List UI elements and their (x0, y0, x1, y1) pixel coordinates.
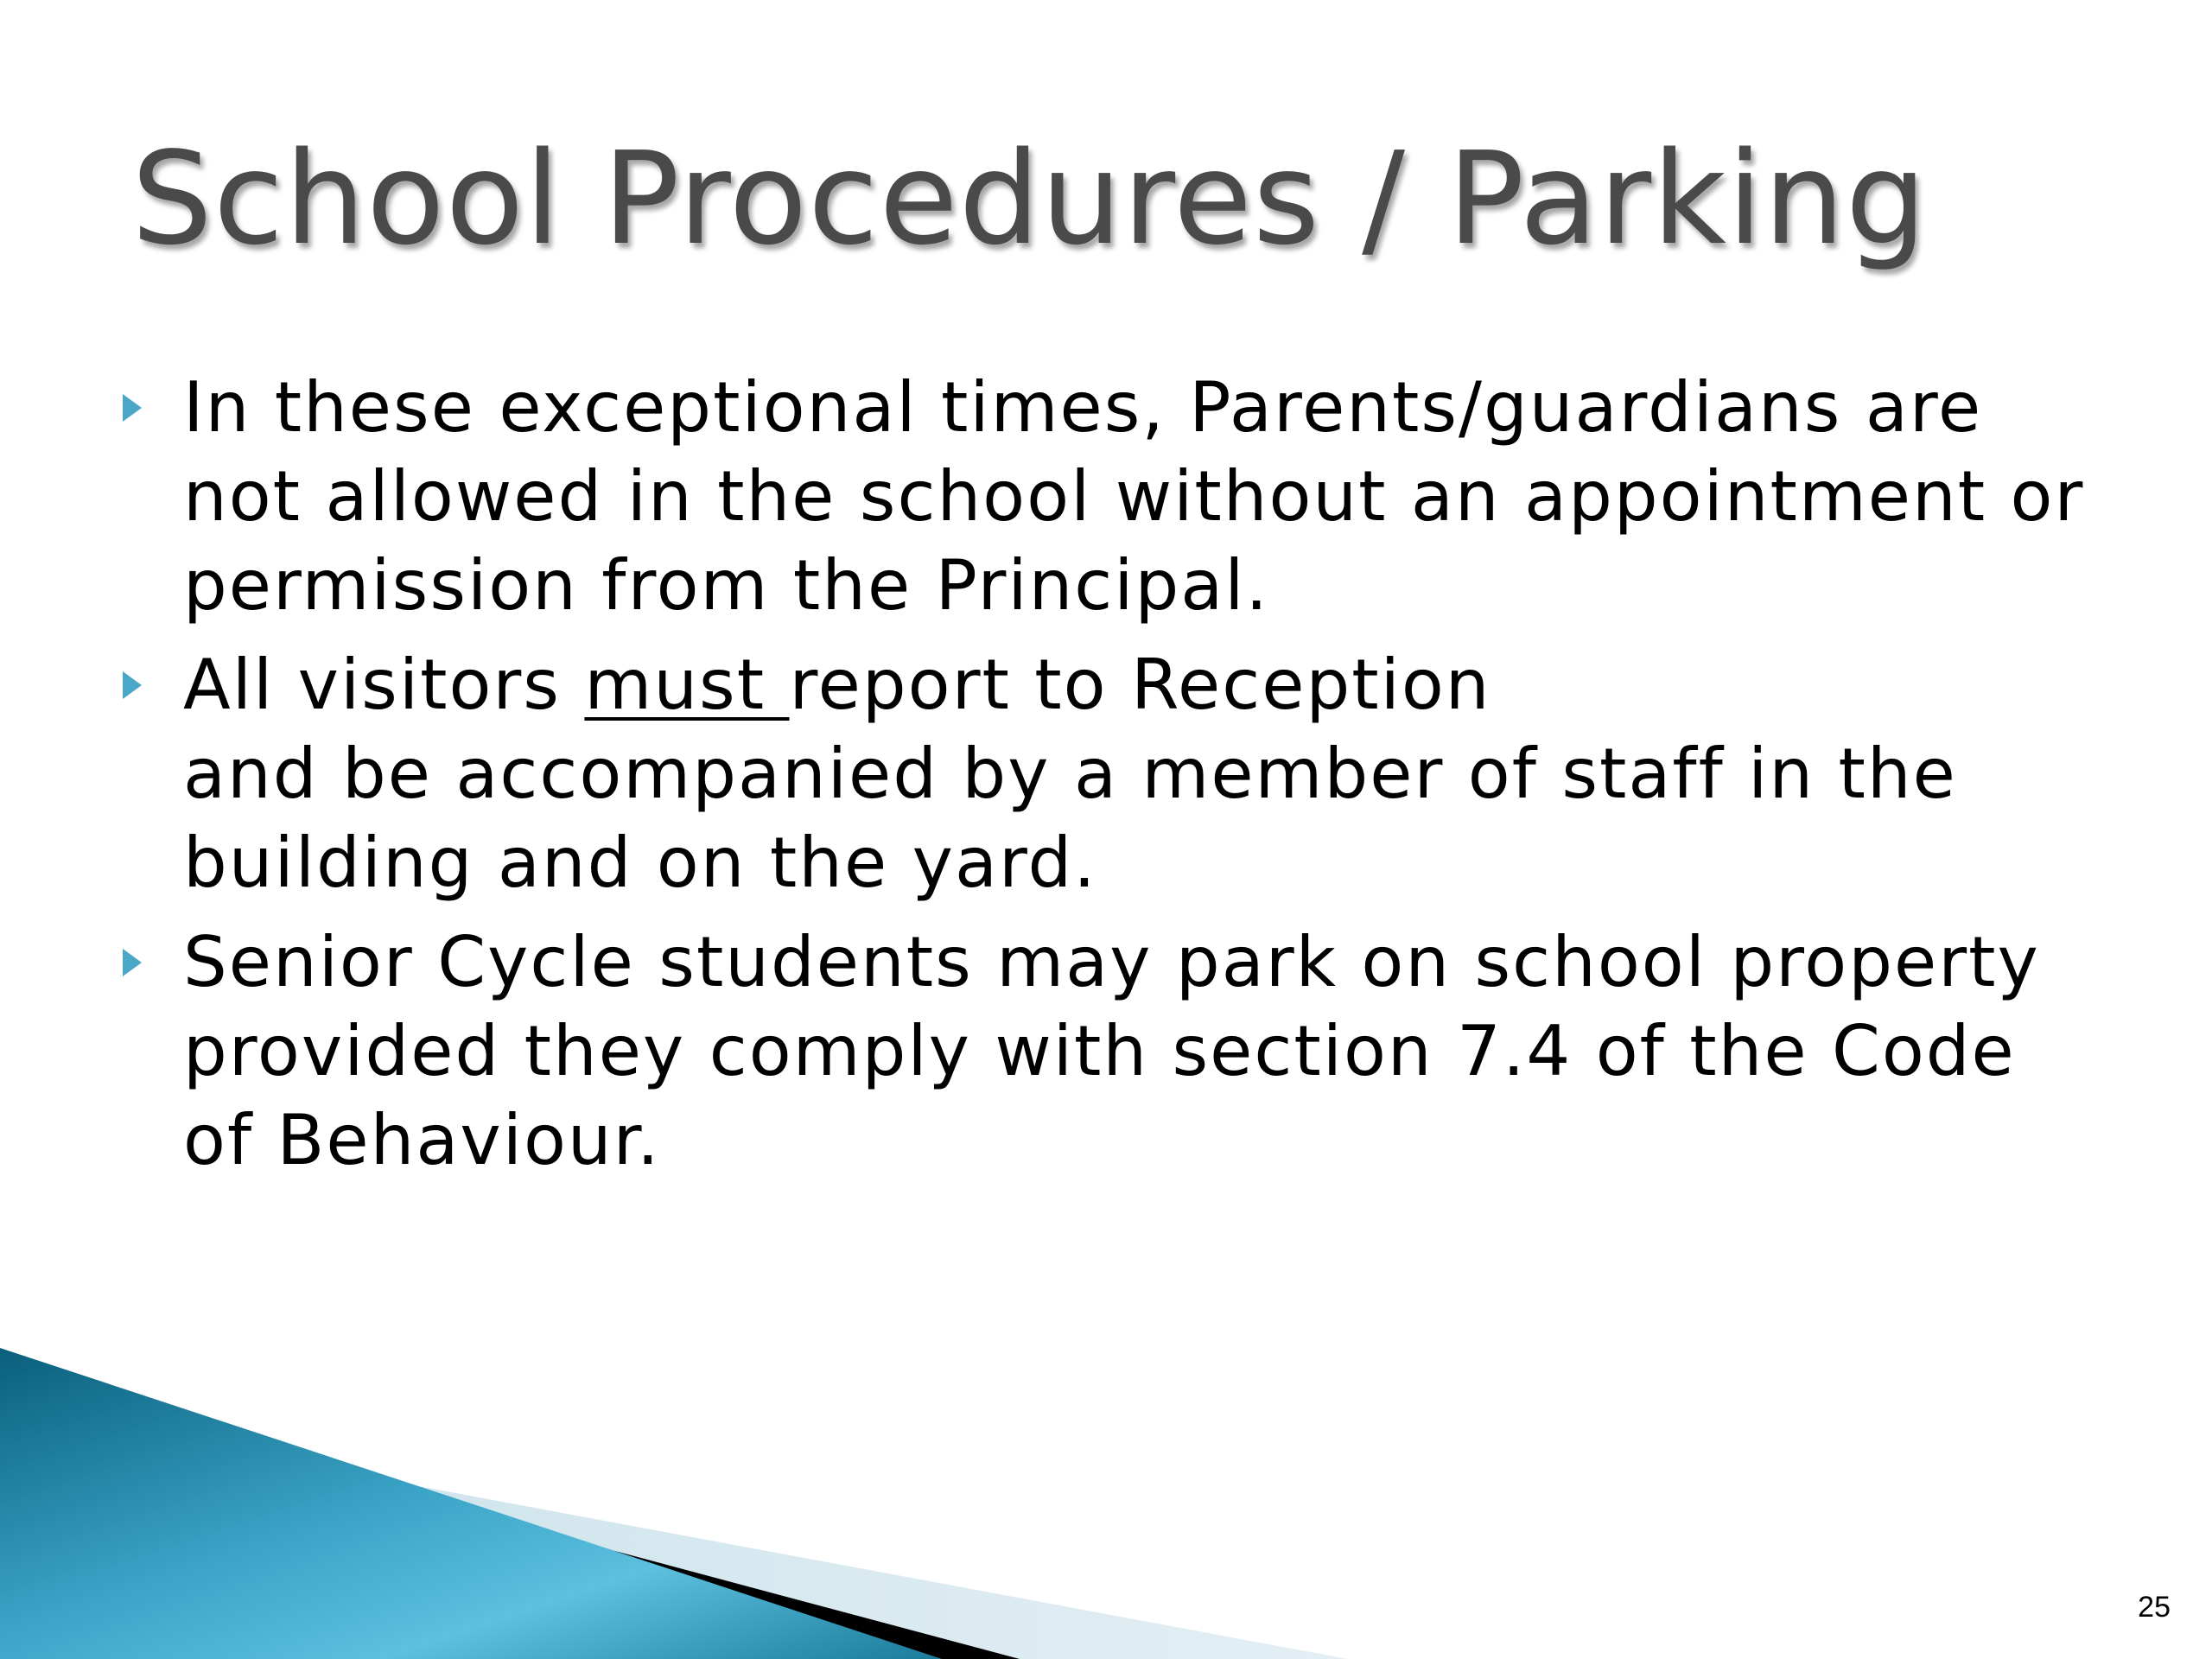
triangle-bullet-icon (123, 671, 142, 699)
bullet-item-3 (121, 918, 2108, 1185)
bullet-line: permission from the Principal. (183, 545, 1269, 626)
emphasis-must: must (584, 645, 790, 725)
bullet-line: not allowed in the school without an appointment or (183, 456, 2085, 537)
bullet-list (121, 363, 2108, 1195)
triangle-bullet-icon (123, 394, 142, 422)
bullet-item-2 (121, 640, 2108, 907)
page-number: 25 (2138, 1591, 2171, 1624)
triangle-bullet-icon (123, 949, 142, 976)
bullet-line: and be accompanied by a member of staff in the (183, 734, 1957, 814)
corner-decoration (0, 1348, 2212, 1659)
slide-title: School Procedures / Parking (131, 124, 1928, 273)
bullet-text: All visitors (183, 645, 585, 725)
bullet-item-1 (121, 363, 2108, 630)
bullet-text: report to Reception (789, 645, 1491, 725)
bullet-line: building and on the yard. (183, 823, 1097, 903)
bullet-line (183, 640, 2108, 729)
bullet-line: of Behaviour. (183, 1100, 661, 1180)
teal-band (0, 1348, 942, 1659)
bullet-line: In these exceptional times, Parents/guardians are (183, 367, 1983, 448)
bullet-line: provided they comply with section 7.4 of the Code (183, 1011, 2016, 1091)
bullet-line: Senior Cycle students may park on school property (183, 922, 2040, 1002)
